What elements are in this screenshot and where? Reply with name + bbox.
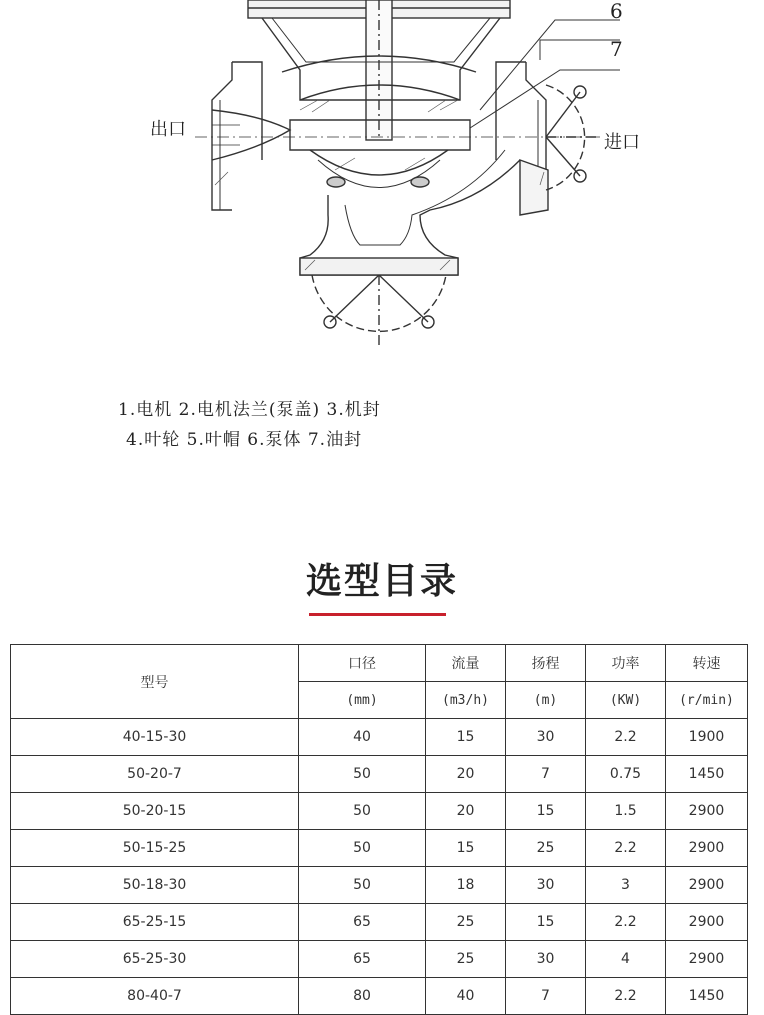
col-header-speed: 转速: [666, 645, 748, 682]
table-row: [11, 756, 748, 793]
callout-6-label: 6: [610, 0, 623, 23]
callout-7-label: 7: [610, 37, 623, 61]
cell-speed: 1450: [666, 978, 748, 1015]
cell-model: 65-25-30: [11, 941, 299, 978]
cell-flow: 15: [426, 830, 506, 867]
cell-speed: 2900: [666, 941, 748, 978]
cell-flow: 25: [426, 904, 506, 941]
cell-diameter: 50: [299, 830, 426, 867]
cell-diameter: 40: [299, 719, 426, 756]
section-title: 选型目录: [305, 561, 458, 602]
cell-model: 50-18-30: [11, 867, 299, 904]
table-row: [11, 904, 748, 941]
cell-model: 80-40-7: [11, 978, 299, 1015]
selection-table: [10, 644, 748, 1015]
cell-speed: 2900: [666, 830, 748, 867]
cell-head: 30: [506, 941, 586, 978]
unit-diameter: (mm): [299, 682, 426, 719]
cell-power: 2.2: [586, 719, 666, 756]
cell-head: 25: [506, 830, 586, 867]
unit-speed: (r/min): [666, 682, 748, 719]
parts-legend: [118, 395, 381, 455]
legend-line-2: 4.叶轮 5.叶帽 6.泵体 7.油封: [126, 430, 363, 450]
unit-head: (m): [506, 682, 586, 719]
cell-model: 50-15-25: [11, 830, 299, 867]
cell-speed: 2900: [666, 793, 748, 830]
col-header-diameter: 口径: [299, 645, 426, 682]
cell-flow: 18: [426, 867, 506, 904]
table-row: [11, 941, 748, 978]
cell-head: 15: [506, 793, 586, 830]
cell-head: 7: [506, 978, 586, 1015]
cell-model: 40-15-30: [11, 719, 299, 756]
cell-diameter: 50: [299, 793, 426, 830]
cell-diameter: 50: [299, 756, 426, 793]
cell-model: 65-25-15: [11, 904, 299, 941]
cell-speed: 1450: [666, 756, 748, 793]
cell-diameter: 50: [299, 867, 426, 904]
cell-head: 15: [506, 904, 586, 941]
title-underline: [309, 613, 446, 616]
col-header-flow: 流量: [426, 645, 506, 682]
cell-power: 0.75: [586, 756, 666, 793]
model-header: 型号: [11, 645, 299, 719]
cell-diameter: 80: [299, 978, 426, 1015]
table-row: [11, 830, 748, 867]
cell-head: 30: [506, 867, 586, 904]
cell-flow: 20: [426, 756, 506, 793]
inlet-label: 进口: [604, 132, 640, 153]
unit-flow: (m3/h): [426, 682, 506, 719]
cell-flow: 20: [426, 793, 506, 830]
cell-speed: 1900: [666, 719, 748, 756]
outlet-label: 出口: [150, 119, 186, 140]
table-row: [11, 867, 748, 904]
cell-speed: 2900: [666, 904, 748, 941]
cell-power: 3: [586, 867, 666, 904]
cell-model: 50-20-7: [11, 756, 299, 793]
cell-head: 30: [506, 719, 586, 756]
legend-line-1: 1.电机 2.电机法兰(泵盖) 3.机封: [118, 400, 381, 420]
cell-power: 2.2: [586, 830, 666, 867]
cell-power: 1.5: [586, 793, 666, 830]
table-row: [11, 978, 748, 1015]
cell-power: 4: [586, 941, 666, 978]
cell-model: 50-20-15: [11, 793, 299, 830]
unit-power: (KW): [586, 682, 666, 719]
col-header-head: 扬程: [506, 645, 586, 682]
table-row: [11, 793, 748, 830]
cell-flow: 40: [426, 978, 506, 1015]
cell-diameter: 65: [299, 941, 426, 978]
table-row: [11, 719, 748, 756]
cell-diameter: 65: [299, 904, 426, 941]
cell-power: 2.2: [586, 904, 666, 941]
cell-power: 2.2: [586, 978, 666, 1015]
cell-head: 7: [506, 756, 586, 793]
col-header-power: 功率: [586, 645, 666, 682]
cell-flow: 15: [426, 719, 506, 756]
cell-flow: 25: [426, 941, 506, 978]
pump-cross-section-drawing: [0, 0, 764, 360]
cell-speed: 2900: [666, 867, 748, 904]
